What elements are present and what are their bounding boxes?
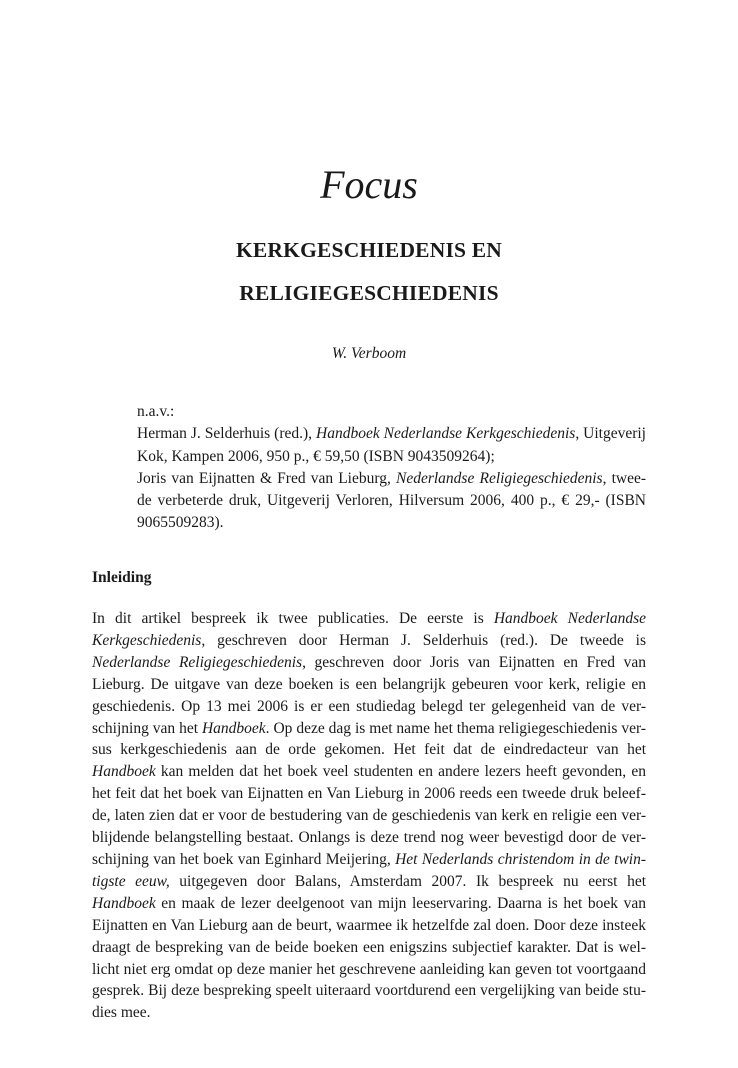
book-title: Nederlandse Religiegeschiedenis: [92, 653, 303, 671]
text-line: [92, 630, 646, 652]
nav-text: 9065509283).: [137, 514, 224, 532]
text-run: geschreven door Herman J. Selderhuis (red.). De tweede is: [205, 631, 646, 649]
book-title: Kerkgeschiedenis,: [92, 631, 206, 649]
nav-text: Kok, Kampen 2006, 950 p., € 59,50 (ISBN 9043509264);: [137, 447, 495, 465]
text-run: schijning van het boek van Eginhard Meijering: [92, 850, 387, 868]
text-line: draagt de bespreking van de beide boeken een enigszins subjectief karakter. Dat is wel-: [92, 938, 646, 956]
text-line: [92, 652, 646, 674]
nav-text: de verbeterde druk, Uitgeverij Verloren, Hilversum 2006, 400 p., € 29,- (ISBN: [137, 492, 646, 510]
book-title: , Het Nederlands christendom in de twin-: [386, 850, 646, 868]
text-line: sus kerkgeschiedenis aan de orde gekomen. Het feit dat de eindredacteur van het: [92, 741, 646, 759]
text-line: [92, 849, 646, 871]
text-line: [92, 893, 646, 915]
text-line: [92, 718, 646, 740]
text-line: Eijnatten en Van Lieburg aan de beurt, waarmee ik hetzelfde zal doen. Door deze insteek: [92, 916, 646, 934]
text-run: uitgegeven door Balans, Amsterdam 2007. Ik bespreek nu eerst het: [169, 872, 647, 890]
book-reference-2: [137, 468, 646, 535]
text-line: blijdende belangstelling bestaat. Onlangs is deze trend nog weer bevestigd door de ver-: [92, 829, 646, 847]
text-line: licht niet erg omdat op deze manier het geschrevene aanleiding kan geven tot voortgaand: [92, 960, 646, 978]
nav-text: Herman J. Selderhuis (red.),: [137, 425, 316, 443]
nav-label: n.a.v.:: [137, 403, 175, 420]
section-heading: Inleiding: [92, 569, 152, 586]
nav-text: Joris van Eijnatten & Fred van Lieburg: [137, 469, 387, 487]
text-line: [92, 761, 646, 783]
text-line: gesprek. Bij deze bespreking speelt uiteraard voortdurend een vergelijking van beide stu-: [92, 982, 646, 1000]
text-run: schijning van het: [92, 719, 202, 737]
text-line: dies mee.: [92, 1004, 151, 1022]
article-title-line-1: KERKGESCHIEDENIS EN: [235, 238, 503, 262]
article-title-line-2: RELIGIEGESCHIEDENIS: [239, 281, 499, 305]
nav-text: , twee-: [602, 469, 646, 487]
text-line: Lieburg. De uitgave van deze boeken is een belangrijk gebeuren voor kerk, religie en: [92, 675, 646, 693]
book-title: Handboek: [92, 894, 156, 912]
book-title: Handboek Nederlandse Kerkgeschiedenis: [316, 425, 576, 443]
text-run: en maak de lezer deelgenoot van mijn leeservaring. Daarna is het boek van: [155, 894, 646, 912]
book-title: Handboek: [92, 763, 156, 781]
text-line: het feit dat het boek van Eijnatten en Van Lieburg in 2006 reeds een tweede druk beleef-: [92, 785, 646, 803]
reviewed-books-block: [137, 401, 646, 535]
book-title: , Nederlandse Religiegeschiedenis: [387, 469, 603, 487]
section-label: Focus: [320, 162, 418, 207]
nav-text: , Uitgeverij: [575, 425, 646, 443]
text-line: geschiedenis. Op 13 mei 2006 is er een studiedag belegd ter gelegenheid van de ver-: [92, 697, 646, 715]
author-name: W. Verboom: [331, 345, 407, 362]
text-run: In dit artikel bespreek ik twee publicaties. De eerste is: [92, 610, 494, 627]
text-line: [92, 608, 646, 630]
book-reference-1: [137, 423, 646, 468]
book-title: Handboek Nederlandse: [493, 610, 646, 627]
text-run: , geschreven door Joris van Eijnatten en Fred van: [302, 653, 646, 671]
book-title: tigste eeuw,: [92, 872, 170, 890]
book-title: Handboek: [201, 719, 266, 737]
text-line: de, laten zien dat er voor de bestudering van de geschiedenis van kerk en religie een ver-: [92, 807, 646, 825]
article-paragraph: [92, 608, 646, 1024]
text-line: [92, 871, 646, 893]
text-run: . Op deze dag is met name het thema religiegeschiedenis ver-: [265, 719, 646, 737]
text-run: kan melden dat het boek veel studenten en andere lezers heeft gevonden, en: [155, 763, 646, 781]
